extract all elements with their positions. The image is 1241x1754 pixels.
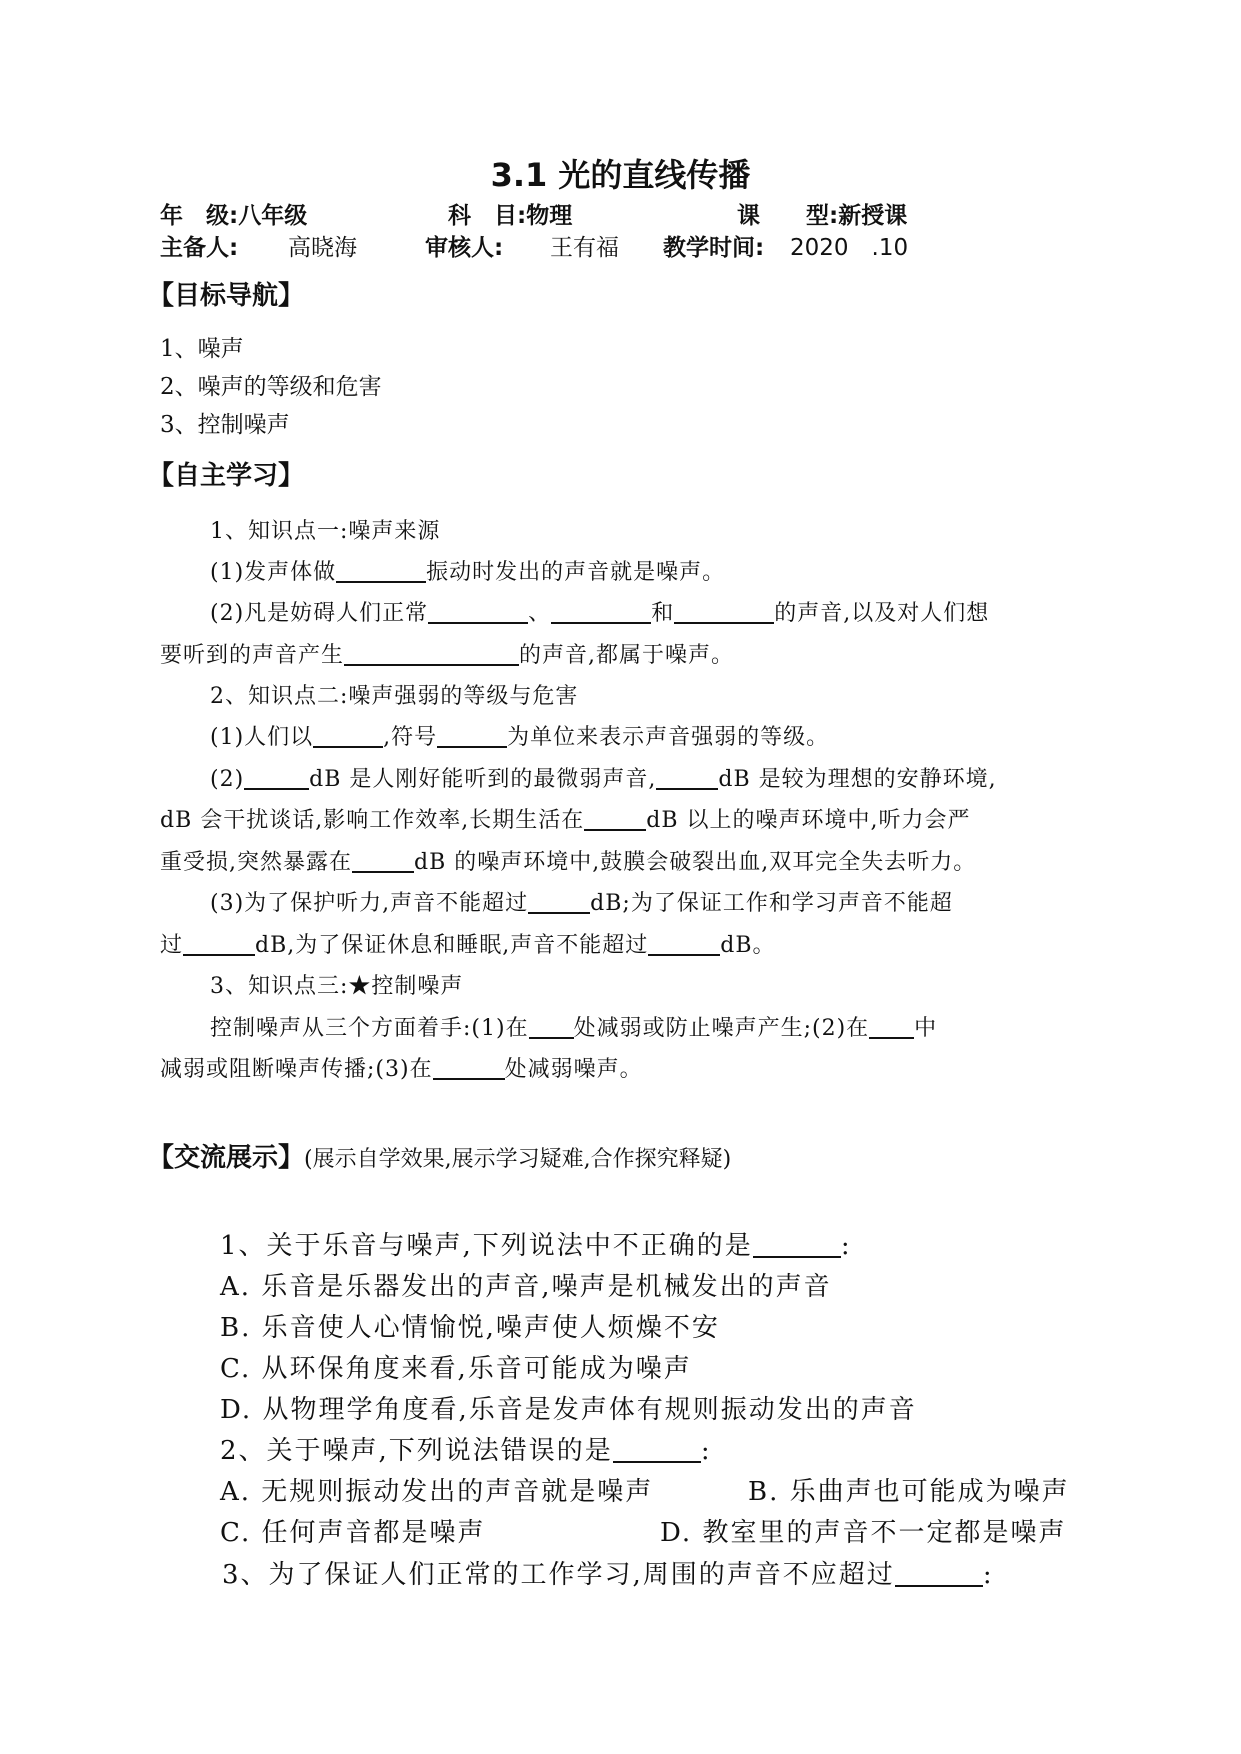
question-1-option-a: A. 乐音是乐器发出的声音,噪声是机械发出的声音 (220, 1272, 832, 1302)
question-2-option-c: C. 任何声音都是噪声 (220, 1518, 486, 1548)
answer-blank[interactable] (529, 1015, 574, 1039)
k2-line-1: (1)人们以 ,符号 为单位来表示声音强弱的等级。 (210, 725, 830, 750)
lesson-type-field (737, 197, 907, 230)
subject-value: 物理 (526, 203, 573, 229)
reviewer-label: 审核人: (425, 235, 504, 261)
subject-label: 科 目: (448, 203, 527, 229)
k1-line-1: (1)发声体做 振动时发出的声音就是噪声。 (210, 560, 726, 585)
goal-item: 1、噪声 (160, 336, 244, 362)
preparer-label: 主备人: (160, 235, 239, 261)
goal-item: 2、噪声的等级和危害 (160, 374, 382, 400)
k2-line-2: (2) dB 是人刚好能听到的最微弱声音, dB 是较为理想的安静环境, (210, 767, 997, 792)
preparer-value: 高晓海 (288, 235, 357, 261)
question-2-option-b: B. 乐曲声也可能成为噪声 (748, 1477, 1070, 1507)
goal-item: 3、控制噪声 (160, 412, 290, 438)
k2-line-5: (3)为了保护听力,声音不能超过 dB;为了保证工作和学习声音不能超 (210, 891, 953, 916)
self-study-heading: 【自主学习】 (148, 461, 305, 491)
lesson-type-label: 课 型: (737, 203, 839, 229)
exchange-heading: 【交流展示】(展示自学效果,展示学习疑难,合作探究释疑) (148, 1143, 732, 1173)
lesson-type-value: 新授课 (838, 203, 908, 229)
answer-blank[interactable] (648, 932, 720, 956)
answer-blank[interactable] (656, 766, 718, 790)
subject-field (448, 197, 572, 230)
answer-blank[interactable] (869, 1015, 914, 1039)
teaching-time-label: 教学时间: (663, 235, 765, 261)
question-1-option-c: C. 从环保角度来看,乐音可能成为噪声 (220, 1354, 692, 1384)
grade-value: 八年级 (238, 203, 308, 229)
teaching-time-value: 2020 .10 (790, 235, 909, 261)
grade-field (160, 197, 307, 230)
question-1-option-b: B. 乐音使人心情愉悦,噪声使人烦燥不安 (220, 1313, 720, 1343)
k2-line-3: dB 会干扰谈话,影响工作效率,长期生活在 dB 以上的噪声环境中,听力会严 (160, 808, 971, 833)
answer-blank[interactable] (336, 559, 426, 583)
answer-blank[interactable] (753, 1230, 841, 1258)
answer-blank[interactable] (613, 1435, 701, 1463)
exchange-note: (展示自学效果,展示学习疑难,合作探究释疑) (304, 1147, 732, 1172)
k3-line-1: 控制噪声从三个方面着手:(1)在 处减弱或防止噪声产生;(2)在 中 (210, 1016, 938, 1041)
k2-line-6: 过 dB,为了保证休息和睡眠,声音不能超过 dB。 (160, 933, 776, 958)
grade-label: 年 级: (160, 203, 239, 229)
answer-blank[interactable] (551, 600, 651, 624)
knowledge-point-3-title: 3、知识点三:★控制噪声 (210, 974, 464, 999)
question-1: 1、关于乐音与噪声,下列说法中不正确的是 : (220, 1231, 852, 1261)
answer-blank[interactable] (584, 807, 646, 831)
question-3: 3、为了保证人们正常的工作学习,周围的声音不应超过 : (222, 1560, 994, 1590)
k1-line-3: 要听到的声音产生 的声音,都属于噪声。 (160, 643, 735, 668)
answer-blank[interactable] (183, 932, 255, 956)
answer-blank[interactable] (528, 890, 590, 914)
k2-line-4: 重受损,突然暴露在 dB 的噪声环境中,鼓膜会破裂出血,双耳完全失去听力。 (160, 850, 977, 875)
question-2: 2、关于噪声,下列说法错误的是 : (220, 1436, 712, 1466)
goals-heading: 【目标导航】 (148, 281, 305, 311)
answer-blank[interactable] (313, 724, 383, 748)
k1-line-2: (2)凡是妨碍人们正常 、 和 的声音,以及对人们想 (210, 601, 990, 626)
reviewer-value: 王有福 (550, 235, 619, 261)
answer-blank[interactable] (674, 600, 774, 624)
answer-blank[interactable] (244, 766, 309, 790)
k3-line-2: 减弱或阻断噪声传播;(3)在 处减弱噪声。 (160, 1057, 643, 1082)
answer-blank[interactable] (344, 642, 519, 666)
answer-blank[interactable] (433, 1056, 505, 1080)
knowledge-point-1-title: 1、知识点一:噪声来源 (210, 519, 441, 544)
knowledge-point-2-title: 2、知识点二:噪声强弱的等级与危害 (210, 684, 579, 709)
answer-blank[interactable] (437, 724, 507, 748)
question-1-option-d: D. 从物理学角度看,乐音是发声体有规则振动发出的声音 (220, 1395, 917, 1425)
answer-blank[interactable] (352, 849, 414, 873)
answer-blank[interactable] (428, 600, 528, 624)
page-title: 3.1 光的直线传播 (490, 156, 751, 194)
answer-blank[interactable] (895, 1559, 983, 1587)
question-2-option-a: A. 无规则振动发出的声音就是噪声 (220, 1477, 654, 1507)
question-2-option-d: D. 教室里的声音不一定都是噪声 (660, 1518, 1067, 1548)
